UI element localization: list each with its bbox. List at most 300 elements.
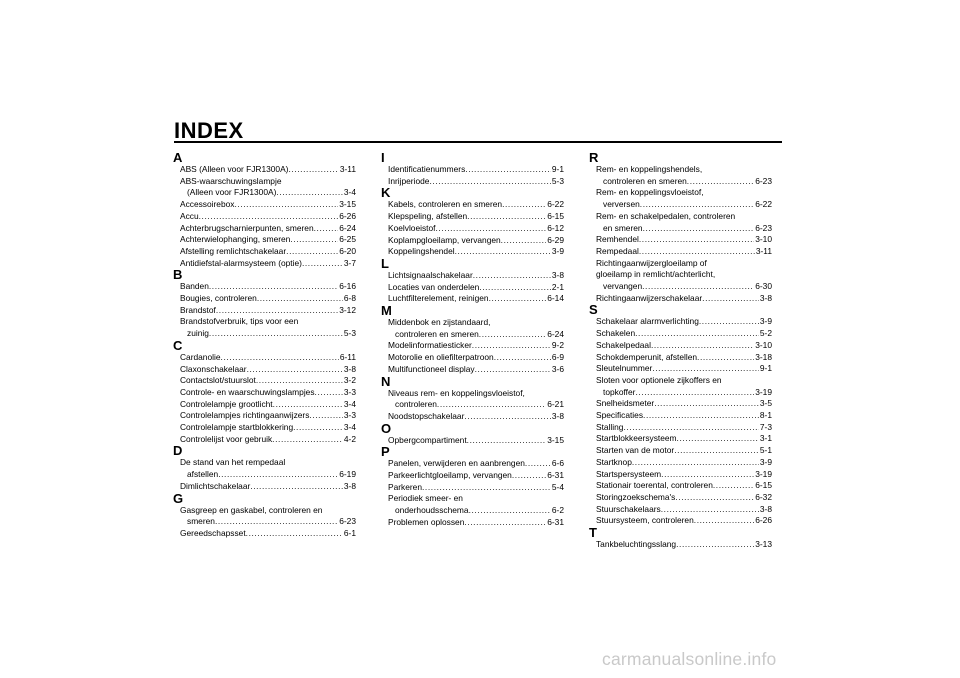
section-letter: G — [173, 490, 184, 506]
entry-term: Sleutelnummer — [596, 363, 653, 374]
dot-leader — [472, 340, 551, 352]
index-entry[interactable] — [589, 363, 772, 375]
index-entry[interactable] — [589, 515, 772, 527]
entry-row — [589, 234, 772, 246]
entry-row — [173, 410, 356, 422]
index-entry[interactable] — [589, 164, 772, 187]
index-entry[interactable] — [381, 482, 564, 494]
entry-term: controleren en smeren — [603, 175, 687, 186]
entry-term: Rempedaal — [596, 245, 639, 256]
entry-row — [381, 282, 564, 294]
page-reference: 3-11 — [339, 164, 356, 174]
entry-heading: Richtingaanwijzergloeilamp of — [596, 257, 707, 268]
index-entry[interactable] — [381, 352, 564, 364]
dot-leader — [467, 211, 546, 223]
dot-leader — [640, 199, 754, 211]
page-reference: 6-20 — [339, 245, 356, 256]
dot-leader — [221, 352, 339, 364]
page-reference: 3-4 — [343, 187, 356, 198]
entry-term: Cardanolie — [180, 351, 221, 362]
index-entry[interactable] — [173, 293, 356, 305]
entry-term: en smeren — [603, 222, 643, 233]
page-reference: 6-23 — [755, 222, 772, 233]
entry-row — [589, 199, 772, 211]
entry-term: Koplampgloeilamp, vervangen — [388, 234, 501, 245]
entry-row — [173, 469, 356, 481]
entry-row — [381, 399, 564, 411]
index-entry[interactable] — [589, 504, 772, 516]
entry-term: Schokdemperunit, afstellen — [596, 351, 698, 362]
entry-row — [381, 340, 564, 352]
page-reference: 7-3 — [759, 421, 772, 432]
page-reference: 3-2 — [343, 375, 356, 386]
entry-term: Stalling — [596, 421, 624, 432]
index-entry[interactable] — [589, 258, 772, 293]
section-letter: P — [381, 444, 390, 460]
entry-heading: Periodiek smeer- en — [388, 493, 463, 504]
entry-heading: ABS-waarschuwingslampje — [180, 175, 282, 186]
entry-row — [381, 270, 564, 282]
dot-leader — [694, 515, 754, 527]
entry-row — [173, 234, 356, 246]
page-reference: 2-1 — [551, 281, 564, 292]
dot-leader — [525, 458, 551, 470]
page-reference: 9-1 — [551, 164, 564, 174]
page-reference: 6-30 — [755, 281, 772, 292]
dot-leader — [314, 223, 339, 235]
index-section — [173, 337, 356, 446]
entry-row — [589, 504, 772, 516]
index-section — [589, 152, 772, 304]
section-letter: I — [381, 150, 385, 165]
index-entry[interactable] — [589, 457, 772, 469]
entry-term: Startblokkeersysteem — [596, 433, 677, 444]
index-entry[interactable] — [589, 316, 772, 328]
entry-term: Parkeren — [388, 481, 422, 492]
page-reference: 6-21 — [547, 399, 564, 410]
section-letter: T — [589, 525, 597, 541]
index-entry[interactable] — [589, 480, 772, 492]
dot-leader — [218, 469, 338, 481]
entry-term: Panelen, verwijderen en aanbrengen — [388, 458, 525, 469]
dot-leader — [651, 340, 754, 352]
page-reference: 6-2 — [551, 505, 564, 516]
entry-row — [381, 164, 564, 176]
page-reference: 6-8 — [343, 293, 356, 304]
index-entry[interactable] — [173, 375, 356, 387]
entry-term: Claxonschakelaar — [180, 363, 247, 374]
entry-row — [173, 246, 356, 258]
index-section — [173, 490, 356, 540]
dot-leader — [677, 433, 759, 445]
entry-term: Achterbrugscharnierpunten, smeren — [180, 222, 314, 233]
section-letter: C — [173, 337, 183, 353]
entry-term: Controlelampje startblokkering — [180, 422, 294, 433]
entry-row — [173, 375, 356, 387]
entry-term: Contactslot/stuurslot — [180, 375, 256, 386]
entry-term: Stuurschakelaars — [596, 503, 661, 514]
entry-row — [589, 480, 772, 492]
index-section — [381, 420, 564, 447]
entry-term: Motorolie en oliefilterpatroon — [388, 352, 494, 363]
page-reference: 6-32 — [755, 491, 772, 502]
page-reference: 6-26 — [339, 210, 356, 221]
entry-row — [381, 470, 564, 482]
index-entry[interactable] — [589, 352, 772, 364]
page-reference: 3-10 — [755, 234, 772, 245]
entry-row — [589, 398, 772, 410]
dot-leader — [215, 516, 338, 528]
entry-row — [381, 352, 564, 364]
dot-leader — [661, 504, 759, 516]
entry-row — [381, 435, 564, 447]
index-entry[interactable] — [381, 176, 564, 188]
entry-row — [173, 481, 356, 493]
entry-row — [173, 199, 356, 211]
page-reference: 6-15 — [755, 480, 772, 491]
index-entry[interactable] — [381, 223, 564, 235]
page-reference: 3-10 — [755, 339, 772, 350]
section-letter: L — [381, 255, 389, 271]
entry-term: Banden — [180, 281, 209, 292]
index-entry[interactable] — [173, 457, 356, 480]
dot-leader — [437, 399, 546, 411]
entry-row — [589, 176, 772, 188]
index-section — [381, 305, 564, 376]
dot-leader — [246, 528, 343, 540]
index-entry[interactable] — [173, 164, 356, 176]
entry-term: Lichtsignaalschakelaar — [388, 269, 473, 280]
index-entry[interactable] — [589, 211, 772, 234]
index-entry[interactable] — [381, 164, 564, 176]
entry-term: topkoffer — [603, 386, 636, 397]
index-entry[interactable] — [173, 246, 356, 258]
index-entry[interactable] — [173, 399, 356, 411]
entry-row — [589, 340, 772, 352]
entry-term: Koppelingshendel — [388, 246, 455, 257]
entry-term: Luchtfilterelement, reinigen — [388, 293, 489, 304]
entry-term: Brandstof — [180, 304, 216, 315]
entry-term: Inrijperiode — [388, 175, 430, 186]
page-reference: 6-22 — [547, 199, 564, 210]
entry-term: Dimlichtschakelaar — [180, 480, 251, 491]
page-reference: 3-12 — [339, 304, 356, 315]
index-entry[interactable] — [589, 375, 772, 398]
page-reference: 3-8 — [759, 292, 772, 303]
entry-row — [381, 246, 564, 258]
dot-leader — [209, 328, 343, 340]
page-reference: 6-26 — [755, 515, 772, 526]
index-entry[interactable] — [381, 435, 564, 447]
entry-term: Antidiefstal-alarmsysteem (optie) — [180, 257, 302, 268]
page-reference: 6-11 — [339, 351, 356, 362]
entry-term: Tankbeluchtingsslang — [596, 539, 677, 550]
page-reference: 6-23 — [339, 516, 356, 527]
index-entry[interactable] — [381, 246, 564, 258]
entry-row — [589, 515, 772, 527]
section-letter: M — [381, 303, 392, 319]
page-reference: 6-31 — [547, 516, 564, 527]
entry-term: Stationair toerental, controleren — [596, 480, 713, 491]
entry-term: Schakelen — [596, 328, 636, 339]
index-entry[interactable] — [381, 458, 564, 470]
dot-leader — [661, 469, 754, 481]
entry-term: Opbergcompartiment — [388, 434, 467, 445]
index-entry[interactable] — [381, 270, 564, 282]
entry-term: controleren — [395, 399, 437, 410]
dot-leader — [479, 282, 551, 294]
entry-term: Accessoirebox — [180, 199, 235, 210]
dot-leader — [494, 352, 551, 364]
entry-term: Bougies, controleren — [180, 293, 257, 304]
index-entry[interactable] — [381, 282, 564, 294]
index-entry[interactable] — [173, 434, 356, 446]
entry-row — [173, 223, 356, 235]
section-letter: D — [173, 443, 183, 459]
index-entry[interactable] — [589, 469, 772, 481]
index-entry[interactable] — [589, 246, 772, 258]
index-column-3 — [589, 152, 772, 551]
index-entry[interactable] — [381, 317, 564, 340]
page-reference: 3-19 — [755, 468, 772, 479]
entry-term: Schakelaar alarmverlichting — [596, 316, 699, 327]
entry-term: Specificaties — [596, 410, 644, 421]
entry-row — [381, 235, 564, 247]
entry-term: smeren — [187, 516, 215, 527]
index-entry[interactable] — [173, 410, 356, 422]
page-reference: 6-15 — [547, 211, 564, 222]
index-entry[interactable] — [173, 387, 356, 399]
index-entry[interactable] — [173, 352, 356, 364]
dot-leader — [501, 235, 547, 247]
page-reference: 6-29 — [547, 234, 564, 245]
entry-row — [589, 293, 772, 305]
entry-term: Modelinformatiesticker — [388, 340, 472, 351]
page-reference: 6-12 — [547, 222, 564, 233]
dot-leader — [234, 199, 338, 211]
entry-row — [589, 281, 772, 293]
index-section — [381, 373, 564, 423]
page-reference: 5-3 — [551, 175, 564, 186]
entry-term: controleren en smeren — [395, 328, 479, 339]
index-entry[interactable] — [589, 293, 772, 305]
entry-term: Controle- en waarschuwingslampjes — [180, 386, 315, 397]
index-entry[interactable] — [173, 481, 356, 493]
entry-term: Locaties van onderdelen — [388, 281, 480, 292]
index-entry[interactable] — [173, 258, 356, 270]
entry-row — [381, 176, 564, 188]
page-reference: 6-6 — [551, 458, 564, 469]
page-reference: 5-1 — [759, 445, 772, 456]
page-reference: 5-3 — [343, 328, 356, 339]
entry-row — [173, 164, 356, 176]
dot-leader — [642, 281, 754, 293]
index-entry[interactable] — [173, 234, 356, 246]
page-reference: 6-22 — [755, 199, 772, 210]
index-entry[interactable] — [173, 422, 356, 434]
page-reference: 6-24 — [547, 328, 564, 339]
entry-row — [173, 211, 356, 223]
dot-leader — [257, 293, 343, 305]
page-reference: 3-11 — [755, 245, 772, 256]
index-entry[interactable] — [381, 411, 564, 423]
dot-leader — [713, 480, 754, 492]
section-letter: N — [381, 373, 391, 389]
page-reference: 3-6 — [551, 363, 564, 374]
entry-term: Remhendel — [596, 234, 639, 245]
dot-leader — [675, 492, 754, 504]
index-entry[interactable] — [589, 445, 772, 457]
entry-row — [381, 223, 564, 235]
entry-row — [381, 364, 564, 376]
section-letter: K — [381, 185, 391, 201]
page-reference: 5-4 — [551, 481, 564, 492]
entry-heading: Gasgreep en gaskabel, controleren en — [180, 504, 323, 515]
entry-term: Snelheidsmeter — [596, 398, 655, 409]
page-reference: 3-5 — [759, 398, 772, 409]
dot-leader — [632, 457, 759, 469]
index-entry[interactable] — [173, 281, 356, 293]
index-entry[interactable] — [173, 211, 356, 223]
index-entry[interactable] — [589, 492, 772, 504]
entry-row — [381, 505, 564, 517]
page-reference: 3-3 — [343, 386, 356, 397]
index-entry[interactable] — [381, 470, 564, 482]
entry-row — [589, 445, 772, 457]
entry-row — [173, 293, 356, 305]
entry-row — [381, 482, 564, 494]
entry-row — [589, 387, 772, 399]
dot-leader — [464, 517, 546, 529]
page-reference: 3-8 — [343, 363, 356, 374]
page-reference: 8-1 — [759, 410, 772, 421]
entry-row — [589, 328, 772, 340]
dot-leader — [467, 435, 547, 447]
index-column-1 — [173, 152, 356, 540]
entry-row — [173, 281, 356, 293]
entry-row — [589, 363, 772, 375]
page-reference: 3-9 — [759, 456, 772, 467]
dot-leader — [654, 398, 759, 410]
entry-heading: gloeilamp in remlicht/achterlicht, — [596, 269, 716, 280]
index-entry[interactable] — [381, 211, 564, 223]
page-reference: 6-16 — [339, 281, 356, 292]
index-entry[interactable] — [589, 340, 772, 352]
entry-term: Startknop — [596, 456, 632, 467]
index-section — [381, 255, 564, 305]
dot-leader — [676, 539, 754, 551]
entry-row — [173, 305, 356, 317]
index-entry[interactable] — [589, 539, 772, 551]
index-entry[interactable] — [589, 234, 772, 246]
entry-row — [381, 517, 564, 529]
page-reference: 3-4 — [343, 398, 356, 409]
index-entry[interactable] — [381, 235, 564, 247]
dot-leader — [489, 293, 547, 305]
dot-leader — [639, 234, 754, 246]
dot-leader — [643, 223, 755, 235]
dot-leader — [315, 387, 343, 399]
entry-heading: Sloten voor optionele zijkoffers en — [596, 374, 722, 385]
entry-term: Gereedschapsset — [180, 527, 246, 538]
dot-leader — [512, 470, 546, 482]
page-reference: 3-7 — [343, 257, 356, 268]
entry-term: Klepspeling, afstellen — [388, 211, 468, 222]
dot-leader — [697, 352, 754, 364]
index-entry[interactable] — [589, 398, 772, 410]
entry-term: Schakelpedaal — [596, 339, 651, 350]
dot-leader — [247, 364, 343, 376]
page-reference: 6-23 — [755, 175, 772, 186]
dot-leader — [273, 399, 343, 411]
dot-leader — [643, 410, 759, 422]
dot-leader — [293, 422, 343, 434]
index-entry[interactable] — [381, 364, 564, 376]
index-entry[interactable] — [173, 505, 356, 528]
entry-row — [381, 199, 564, 211]
index-entry[interactable] — [173, 316, 356, 339]
entry-term: Controlelijst voor gebruik — [180, 433, 273, 444]
index-entry[interactable] — [173, 364, 356, 376]
entry-term: Koelvloeistof — [388, 222, 436, 233]
index-entry[interactable] — [381, 199, 564, 211]
index-entry[interactable] — [381, 493, 564, 516]
dot-leader — [652, 363, 759, 375]
section-letter: S — [589, 302, 598, 318]
index-entry[interactable] — [173, 176, 356, 199]
index-entry[interactable] — [381, 340, 564, 352]
entry-heading: Niveaus rem- en koppelingsvloeistof, — [388, 387, 525, 398]
page-reference: 6-25 — [339, 234, 356, 245]
entry-term: Afstelling remlichtschakelaar — [180, 245, 287, 256]
entry-row — [173, 258, 356, 270]
index-entry[interactable] — [589, 187, 772, 210]
entry-term: Controlelampjes richtingaanwijzers — [180, 410, 310, 421]
index-entry[interactable] — [381, 517, 564, 529]
entry-term: vervangen — [603, 281, 643, 292]
dot-leader — [309, 410, 342, 422]
entry-row — [589, 316, 772, 328]
index-entry[interactable] — [381, 388, 564, 411]
index-entry[interactable] — [173, 223, 356, 235]
page-reference: 3-1 — [759, 433, 772, 444]
entry-term: Starten van de motor — [596, 445, 675, 456]
index-entry[interactable] — [173, 528, 356, 540]
dot-leader — [216, 305, 338, 317]
index-entry[interactable] — [381, 293, 564, 305]
entry-row — [173, 187, 356, 199]
index-entry[interactable] — [589, 422, 772, 434]
index-section — [173, 445, 356, 492]
entry-heading: Brandstofverbruik, tips voor een — [180, 316, 299, 327]
index-entry[interactable] — [173, 305, 356, 317]
dot-leader — [436, 223, 547, 235]
index-entry[interactable] — [589, 328, 772, 340]
entry-row — [381, 293, 564, 305]
entry-row — [173, 516, 356, 528]
page-reference: 3-9 — [759, 316, 772, 327]
index-entry[interactable] — [173, 199, 356, 211]
page-reference: 3-19 — [755, 386, 772, 397]
entry-row — [589, 223, 772, 235]
entry-heading: Rem- en schakelpedalen, controleren — [596, 210, 736, 221]
index-entry[interactable] — [589, 433, 772, 445]
page-reference: 3-9 — [551, 246, 564, 257]
entry-term: afstellen — [187, 469, 219, 480]
index-column-2 — [381, 152, 564, 529]
entry-row — [173, 352, 356, 364]
index-entry[interactable] — [589, 410, 772, 422]
